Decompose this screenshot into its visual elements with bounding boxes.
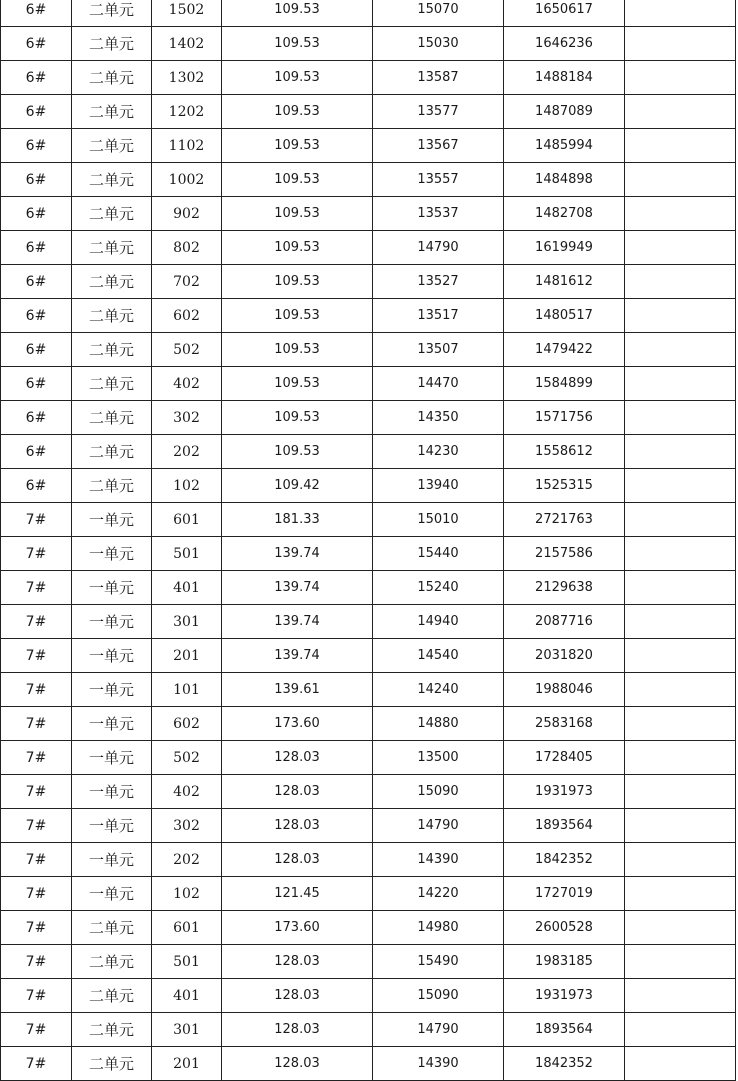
total-cell: 1728405	[504, 741, 625, 775]
unit-cell: 二单元	[72, 911, 152, 945]
note-cell	[625, 911, 736, 945]
building-cell: 6#	[1, 231, 72, 265]
note-cell	[625, 1013, 736, 1047]
total-cell: 1525315	[504, 469, 625, 503]
note-cell	[625, 163, 736, 197]
room-cell: 501	[152, 945, 222, 979]
building-cell: 7#	[1, 673, 72, 707]
area-cell: 109.53	[222, 0, 373, 27]
price-cell: 15440	[373, 537, 504, 571]
table-row	[1, 367, 736, 401]
building-cell: 7#	[1, 537, 72, 571]
room-cell: 1302	[152, 61, 222, 95]
area-cell: 128.03	[222, 945, 373, 979]
total-cell: 1558612	[504, 435, 625, 469]
building-cell: 6#	[1, 333, 72, 367]
area-cell: 139.74	[222, 639, 373, 673]
area-cell: 128.03	[222, 843, 373, 877]
total-cell: 1484898	[504, 163, 625, 197]
table-row	[1, 469, 736, 503]
note-cell	[625, 741, 736, 775]
price-cell: 14790	[373, 231, 504, 265]
room-cell: 1502	[152, 0, 222, 27]
total-cell: 1584899	[504, 367, 625, 401]
unit-cell: 一单元	[72, 571, 152, 605]
note-cell	[625, 435, 736, 469]
unit-cell: 二单元	[72, 367, 152, 401]
price-cell: 14240	[373, 673, 504, 707]
room-cell: 102	[152, 877, 222, 911]
building-cell: 6#	[1, 61, 72, 95]
total-cell: 1571756	[504, 401, 625, 435]
building-cell: 6#	[1, 265, 72, 299]
room-cell: 302	[152, 401, 222, 435]
building-cell: 6#	[1, 197, 72, 231]
note-cell	[625, 265, 736, 299]
area-cell: 109.53	[222, 299, 373, 333]
note-cell	[625, 571, 736, 605]
table-row	[1, 27, 736, 61]
total-cell: 1646236	[504, 27, 625, 61]
unit-cell: 一单元	[72, 537, 152, 571]
table-row	[1, 197, 736, 231]
table-row	[1, 911, 736, 945]
unit-cell: 二单元	[72, 945, 152, 979]
building-cell: 7#	[1, 877, 72, 911]
unit-cell: 二单元	[72, 231, 152, 265]
unit-cell: 一单元	[72, 741, 152, 775]
total-cell: 1481612	[504, 265, 625, 299]
unit-cell: 一单元	[72, 843, 152, 877]
building-cell: 7#	[1, 1047, 72, 1081]
room-cell: 101	[152, 673, 222, 707]
table-row	[1, 401, 736, 435]
total-cell: 1727019	[504, 877, 625, 911]
price-cell: 14980	[373, 911, 504, 945]
table-row	[1, 435, 736, 469]
area-cell: 128.03	[222, 979, 373, 1013]
building-cell: 7#	[1, 775, 72, 809]
table-row	[1, 333, 736, 367]
table-row	[1, 639, 736, 673]
note-cell	[625, 367, 736, 401]
total-cell: 1482708	[504, 197, 625, 231]
building-cell: 7#	[1, 979, 72, 1013]
table-row	[1, 741, 736, 775]
table-row	[1, 129, 736, 163]
table-row	[1, 673, 736, 707]
note-cell	[625, 129, 736, 163]
price-cell: 13577	[373, 95, 504, 129]
price-cell: 14940	[373, 605, 504, 639]
table-row	[1, 1047, 736, 1081]
price-cell: 14470	[373, 367, 504, 401]
building-cell: 7#	[1, 639, 72, 673]
unit-cell: 二单元	[72, 129, 152, 163]
table-row	[1, 605, 736, 639]
area-cell: 109.53	[222, 265, 373, 299]
area-cell: 128.03	[222, 775, 373, 809]
table-row	[1, 571, 736, 605]
area-cell: 139.74	[222, 537, 373, 571]
building-cell: 7#	[1, 945, 72, 979]
building-cell: 7#	[1, 911, 72, 945]
unit-cell: 一单元	[72, 639, 152, 673]
area-cell: 128.03	[222, 741, 373, 775]
price-cell: 15090	[373, 775, 504, 809]
price-cell: 14350	[373, 401, 504, 435]
note-cell	[625, 877, 736, 911]
building-cell: 7#	[1, 707, 72, 741]
total-cell: 2600528	[504, 911, 625, 945]
total-cell: 1893564	[504, 809, 625, 843]
table-row	[1, 707, 736, 741]
unit-cell: 二单元	[72, 401, 152, 435]
note-cell	[625, 95, 736, 129]
price-cell: 13587	[373, 61, 504, 95]
price-cell: 13507	[373, 333, 504, 367]
unit-cell: 二单元	[72, 299, 152, 333]
price-cell: 13527	[373, 265, 504, 299]
table-row	[1, 945, 736, 979]
area-cell: 109.53	[222, 129, 373, 163]
unit-cell: 一单元	[72, 775, 152, 809]
room-cell: 302	[152, 809, 222, 843]
area-cell: 121.45	[222, 877, 373, 911]
total-cell: 1983185	[504, 945, 625, 979]
note-cell	[625, 27, 736, 61]
building-cell: 6#	[1, 27, 72, 61]
price-cell: 15490	[373, 945, 504, 979]
price-cell: 14540	[373, 639, 504, 673]
room-cell: 102	[152, 469, 222, 503]
building-cell: 7#	[1, 503, 72, 537]
unit-cell: 二单元	[72, 27, 152, 61]
price-cell: 15090	[373, 979, 504, 1013]
price-cell: 15010	[373, 503, 504, 537]
total-cell: 2031820	[504, 639, 625, 673]
room-cell: 502	[152, 741, 222, 775]
table-row	[1, 299, 736, 333]
unit-cell: 二单元	[72, 95, 152, 129]
building-cell: 7#	[1, 843, 72, 877]
area-cell: 109.53	[222, 231, 373, 265]
unit-cell: 二单元	[72, 469, 152, 503]
total-cell: 1488184	[504, 61, 625, 95]
building-cell: 6#	[1, 469, 72, 503]
unit-cell: 一单元	[72, 605, 152, 639]
room-cell: 602	[152, 299, 222, 333]
price-cell: 13500	[373, 741, 504, 775]
note-cell	[625, 843, 736, 877]
area-cell: 109.53	[222, 197, 373, 231]
building-cell: 6#	[1, 435, 72, 469]
note-cell	[625, 231, 736, 265]
unit-cell: 二单元	[72, 435, 152, 469]
note-cell	[625, 639, 736, 673]
price-cell: 15070	[373, 0, 504, 27]
room-cell: 201	[152, 639, 222, 673]
table-row	[1, 877, 736, 911]
note-cell	[625, 401, 736, 435]
table-row	[1, 0, 736, 27]
room-cell: 902	[152, 197, 222, 231]
table-row	[1, 265, 736, 299]
building-cell: 7#	[1, 1013, 72, 1047]
table-row	[1, 537, 736, 571]
room-cell: 401	[152, 979, 222, 1013]
room-cell: 201	[152, 1047, 222, 1081]
room-cell: 1102	[152, 129, 222, 163]
room-cell: 401	[152, 571, 222, 605]
building-cell: 7#	[1, 571, 72, 605]
room-cell: 202	[152, 843, 222, 877]
area-cell: 109.42	[222, 469, 373, 503]
total-cell: 1650617	[504, 0, 625, 27]
table-body	[1, 0, 736, 1081]
area-cell: 109.53	[222, 367, 373, 401]
price-cell: 14790	[373, 1013, 504, 1047]
area-cell: 128.03	[222, 1047, 373, 1081]
total-cell: 1479422	[504, 333, 625, 367]
total-cell: 1931973	[504, 775, 625, 809]
price-cell: 14230	[373, 435, 504, 469]
unit-cell: 一单元	[72, 707, 152, 741]
building-cell: 6#	[1, 0, 72, 27]
note-cell	[625, 197, 736, 231]
note-cell	[625, 707, 736, 741]
note-cell	[625, 1047, 736, 1081]
room-cell: 601	[152, 911, 222, 945]
area-cell: 139.61	[222, 673, 373, 707]
area-cell: 139.74	[222, 571, 373, 605]
table-row	[1, 843, 736, 877]
area-cell: 109.53	[222, 27, 373, 61]
note-cell	[625, 809, 736, 843]
unit-cell: 二单元	[72, 0, 152, 27]
area-cell: 181.33	[222, 503, 373, 537]
total-cell: 2583168	[504, 707, 625, 741]
note-cell	[625, 333, 736, 367]
price-cell: 15030	[373, 27, 504, 61]
room-cell: 402	[152, 367, 222, 401]
unit-cell: 二单元	[72, 1047, 152, 1081]
building-cell: 7#	[1, 741, 72, 775]
note-cell	[625, 605, 736, 639]
building-cell: 6#	[1, 401, 72, 435]
room-cell: 501	[152, 537, 222, 571]
building-cell: 6#	[1, 163, 72, 197]
price-cell: 13537	[373, 197, 504, 231]
unit-cell: 一单元	[72, 877, 152, 911]
unit-cell: 二单元	[72, 979, 152, 1013]
price-cell: 13557	[373, 163, 504, 197]
area-cell: 128.03	[222, 809, 373, 843]
room-cell: 301	[152, 605, 222, 639]
note-cell	[625, 61, 736, 95]
table-row	[1, 61, 736, 95]
building-cell: 7#	[1, 605, 72, 639]
total-cell: 1487089	[504, 95, 625, 129]
note-cell	[625, 775, 736, 809]
unit-cell: 一单元	[72, 503, 152, 537]
table-row	[1, 775, 736, 809]
price-cell: 14880	[373, 707, 504, 741]
table-row	[1, 163, 736, 197]
price-cell: 14390	[373, 843, 504, 877]
total-cell: 1480517	[504, 299, 625, 333]
note-cell	[625, 979, 736, 1013]
unit-cell: 二单元	[72, 265, 152, 299]
price-cell: 13940	[373, 469, 504, 503]
area-cell: 109.53	[222, 401, 373, 435]
table-row	[1, 809, 736, 843]
total-cell: 2157586	[504, 537, 625, 571]
building-cell: 7#	[1, 809, 72, 843]
table-row	[1, 95, 736, 129]
total-cell: 1842352	[504, 1047, 625, 1081]
area-cell: 173.60	[222, 911, 373, 945]
table-row	[1, 1013, 736, 1047]
table-row	[1, 979, 736, 1013]
unit-cell: 二单元	[72, 197, 152, 231]
price-cell: 13517	[373, 299, 504, 333]
note-cell	[625, 537, 736, 571]
total-cell: 1893564	[504, 1013, 625, 1047]
area-cell: 109.53	[222, 163, 373, 197]
building-cell: 6#	[1, 95, 72, 129]
note-cell	[625, 673, 736, 707]
total-cell: 2087716	[504, 605, 625, 639]
unit-cell: 二单元	[72, 163, 152, 197]
building-cell: 6#	[1, 367, 72, 401]
room-cell: 502	[152, 333, 222, 367]
area-cell: 109.53	[222, 95, 373, 129]
price-cell: 14790	[373, 809, 504, 843]
area-cell: 128.03	[222, 1013, 373, 1047]
unit-cell: 二单元	[72, 333, 152, 367]
note-cell	[625, 503, 736, 537]
total-cell: 1988046	[504, 673, 625, 707]
note-cell	[625, 469, 736, 503]
room-cell: 402	[152, 775, 222, 809]
total-cell: 1485994	[504, 129, 625, 163]
total-cell: 1931973	[504, 979, 625, 1013]
unit-cell: 二单元	[72, 1013, 152, 1047]
building-cell: 6#	[1, 129, 72, 163]
area-cell: 109.53	[222, 333, 373, 367]
table-row	[1, 231, 736, 265]
price-cell: 14220	[373, 877, 504, 911]
room-cell: 1002	[152, 163, 222, 197]
price-cell: 13567	[373, 129, 504, 163]
total-cell: 2129638	[504, 571, 625, 605]
unit-cell: 二单元	[72, 61, 152, 95]
room-cell: 301	[152, 1013, 222, 1047]
total-cell: 2721763	[504, 503, 625, 537]
total-cell: 1619949	[504, 231, 625, 265]
room-cell: 702	[152, 265, 222, 299]
area-cell: 139.74	[222, 605, 373, 639]
price-cell: 15240	[373, 571, 504, 605]
area-cell: 109.53	[222, 61, 373, 95]
note-cell	[625, 945, 736, 979]
room-cell: 202	[152, 435, 222, 469]
building-cell: 6#	[1, 299, 72, 333]
room-cell: 1402	[152, 27, 222, 61]
total-cell: 1842352	[504, 843, 625, 877]
note-cell	[625, 299, 736, 333]
price-cell: 14390	[373, 1047, 504, 1081]
room-cell: 601	[152, 503, 222, 537]
area-cell: 109.53	[222, 435, 373, 469]
table-row	[1, 503, 736, 537]
unit-cell: 一单元	[72, 809, 152, 843]
room-cell: 802	[152, 231, 222, 265]
note-cell	[625, 0, 736, 27]
area-cell: 173.60	[222, 707, 373, 741]
room-cell: 1202	[152, 95, 222, 129]
unit-cell: 一单元	[72, 673, 152, 707]
room-cell: 602	[152, 707, 222, 741]
